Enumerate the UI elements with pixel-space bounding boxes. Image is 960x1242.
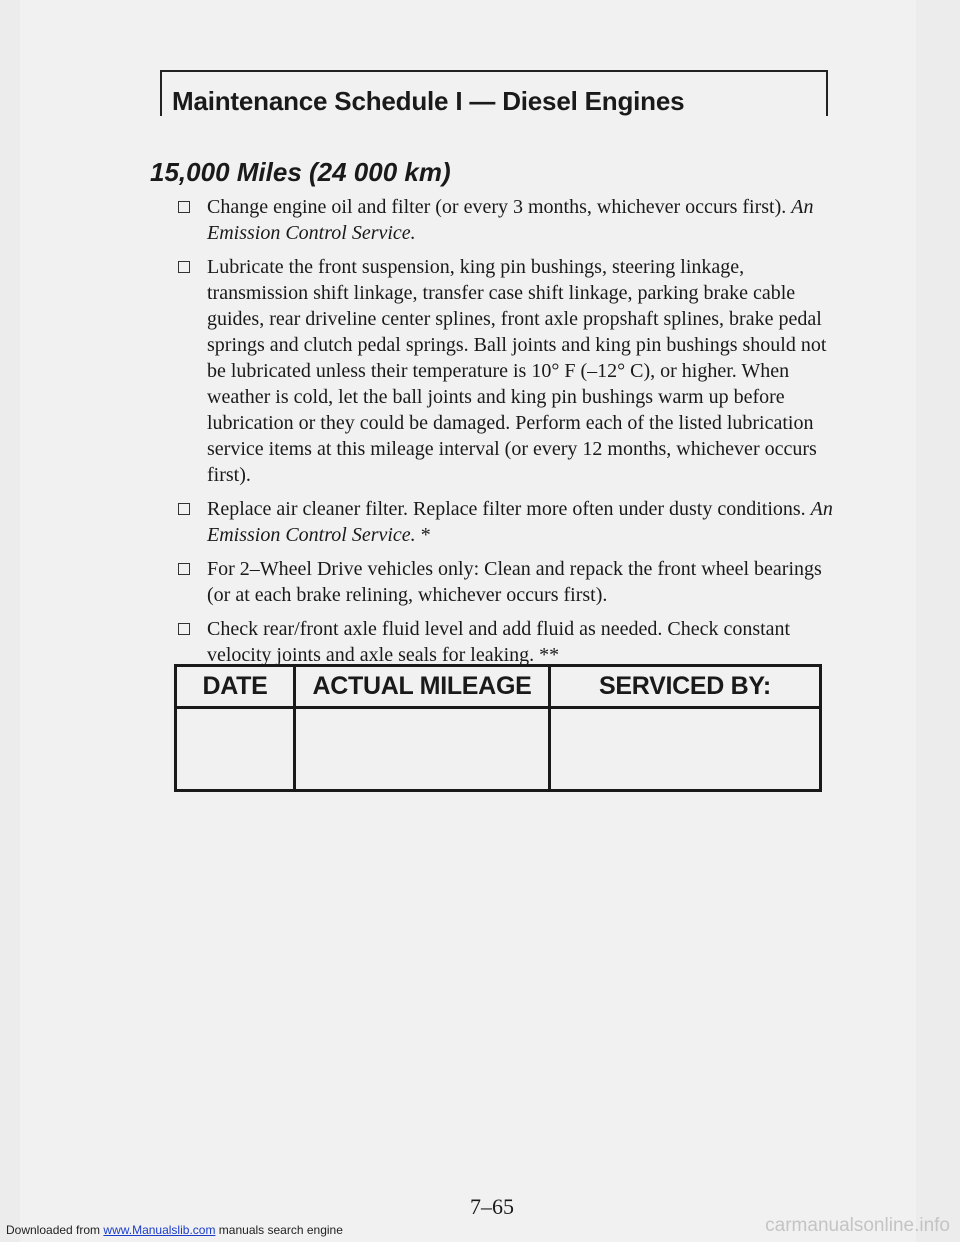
mileage-interval-heading: 15,000 Miles (24 000 km): [150, 157, 451, 187]
emission-note: An Emission Control Service.: [207, 196, 814, 244]
checklist-item: [177, 254, 837, 488]
page-number: 7–65: [470, 1194, 514, 1219]
checklist-item-text: Lubricate the front suspension, king pin bushings, steering linkage, transmission shift linkage, transfer case shift linkage, parking brake cable guides, rear driveline center splines, front axle propshaft splines, brake pedal springs and clutch pedal springs. Ball joints and king pin bushings should not be lubricated unless their temperature is 10° F (–12° C), or higher. When weather is cold, let the ball joints and king pin bushings warm up before lubrication or they could be damaged. Perform each of the listed lubrication service items at this mileage interval (or every 12 months, whichever occurs first).: [207, 256, 827, 486]
footnote-marker: **: [534, 644, 560, 666]
checklist-item-text: Check rear/front axle fluid level and add fluid as needed. Check constant velocity joints and axle seals for leaking.: [207, 618, 791, 666]
checkbox-icon: [178, 503, 190, 515]
checkbox-icon: [178, 623, 190, 635]
checklist-item: [177, 556, 837, 608]
date-entry-cell: [177, 709, 296, 789]
checklist-item-text: Replace air cleaner filter. Replace filter more often under dusty conditions.: [207, 498, 806, 520]
checkbox-icon: [178, 201, 190, 213]
download-suffix: manuals search engine: [218, 1223, 343, 1237]
checkbox-icon: [178, 261, 190, 273]
maintenance-checklist: [177, 194, 837, 676]
mileage-entry-cell: [296, 709, 551, 789]
emission-note: An Emission Control Service.: [207, 498, 833, 546]
section-title: Maintenance Schedule I — Diesel Engines: [172, 86, 685, 116]
column-header-date: DATE: [177, 667, 296, 709]
footnote-marker: *: [415, 524, 431, 546]
serviced-by-entry-cell: [551, 709, 819, 789]
column-header-actual-mileage: ACTUAL MILEAGE: [296, 667, 551, 709]
manualslib-link[interactable]: www.Manualslib.com: [103, 1223, 216, 1237]
checklist-item: [177, 194, 837, 246]
column-header-serviced-by: SERVICED BY:: [551, 667, 819, 709]
service-record-table: [174, 664, 822, 792]
checklist-item-text: For 2–Wheel Drive vehicles only: Clean and repack the front wheel bearings (or at each brake relining, whichever occurs first).: [207, 558, 822, 606]
checklist-item: [177, 496, 837, 548]
checklist-item-text: Change engine oil and filter (or every 3 months, whichever occurs first).: [207, 196, 787, 218]
checklist-item: [177, 616, 837, 668]
manual-page: [20, 0, 916, 1242]
checkbox-icon: [178, 563, 190, 575]
download-footer: [6, 1222, 343, 1238]
download-prefix: Downloaded from: [6, 1223, 101, 1237]
site-watermark: carmanualsonline.info: [765, 1215, 950, 1236]
section-header: [160, 70, 828, 116]
